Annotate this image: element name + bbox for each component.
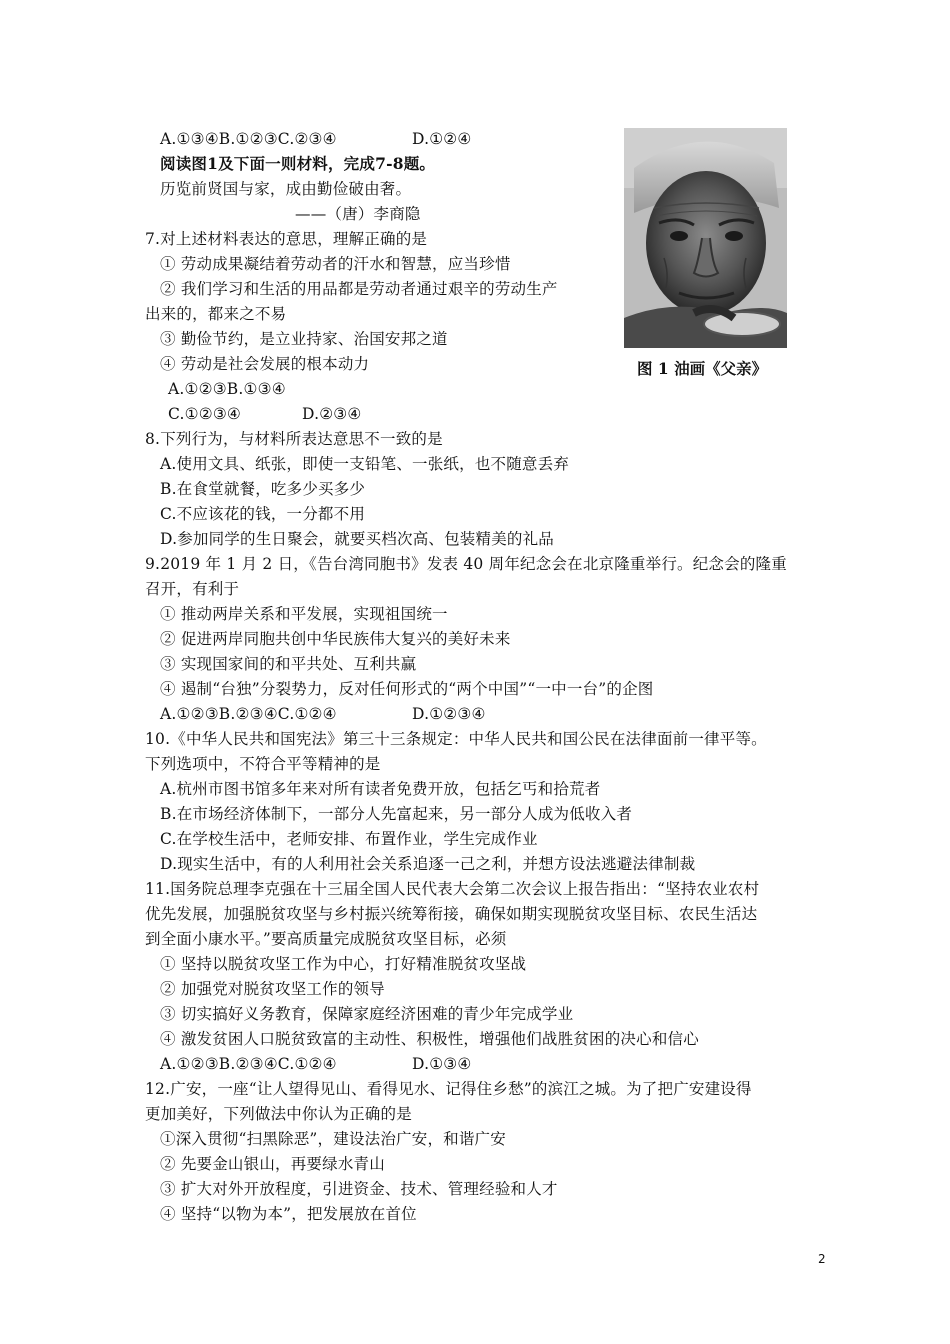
q8-stem: 8.下列行为，与材料所表达意思不一致的是 bbox=[145, 430, 443, 448]
reading-intro: 阅读图1及下面一则材料，完成7-8题。 bbox=[160, 154, 436, 173]
q7-statement-2b: 出来的，都来之不易 bbox=[145, 305, 287, 323]
q6-options-abc: A.①③④B.①②③C.②③④ bbox=[160, 130, 337, 148]
q10-option-d: D.现实生活中，有的人利用社会关系追逐一己之利，并想方设法逃避法律制裁 bbox=[160, 855, 696, 873]
q11-statement-2: ② 加强党对脱贫攻坚工作的领导 bbox=[160, 980, 385, 998]
q10-option-a: A.杭州市图书馆多年来对所有读者免费开放，包括乞丐和拾荒者 bbox=[160, 780, 601, 798]
q7-option-c: C.①②③④ bbox=[168, 405, 242, 423]
q12-stem-line1: 12.广安，一座“让人望得见山、看得见水、记得住乡愁”的滨江之城。为了把广安建设得 bbox=[145, 1080, 752, 1098]
q8-option-d: D.参加同学的生日聚会，就要买档次高、包装精美的礼品 bbox=[160, 530, 555, 548]
q8-option-b: B.在食堂就餐，吃多少买多少 bbox=[160, 480, 366, 498]
q9-stem-line1: 9.2019 年 1 月 2 日，《告台湾同胞书》发表 40 周年纪念会在北京隆重举行。纪念会的隆重 bbox=[145, 555, 787, 573]
q9-stem-line2: 召开，有利于 bbox=[145, 580, 240, 598]
q7-option-d: D.②③④ bbox=[302, 405, 362, 423]
page-number: 2 bbox=[818, 1252, 826, 1266]
q9-statement-3: ③ 实现国家间的和平共处、互利共赢 bbox=[160, 655, 417, 673]
q7-statement-4: ④ 劳动是社会发展的根本动力 bbox=[160, 355, 370, 373]
q9-statement-1: ① 推动两岸关系和平发展，实现祖国统一 bbox=[160, 605, 448, 623]
figure-caption: 图 1 油画《父亲》 bbox=[637, 359, 768, 378]
q7-options-ab: A.①②③B.①③④ bbox=[168, 380, 286, 398]
q11-option-d: D.①③④ bbox=[412, 1055, 472, 1073]
quote-author: ——（唐）李商隐 bbox=[295, 205, 421, 223]
q11-statement-3: ③ 切实搞好义务教育，保障家庭经济困难的青少年完成学业 bbox=[160, 1005, 574, 1023]
q10-option-c: C.在学校生活中，老师安排、布置作业，学生完成作业 bbox=[160, 830, 538, 848]
q12-statement-2: ② 先要金山银山，再要绿水青山 bbox=[160, 1155, 385, 1173]
q12-statement-4: ④ 坚持“以物为本”，把发展放在首位 bbox=[160, 1205, 417, 1223]
q12-statement-3: ③ 扩大对外开放程度，引进资金、技术、管理经验和人才 bbox=[160, 1180, 558, 1198]
q11-stem-line2: 优先发展，加强脱贫攻坚与乡村振兴统筹衔接，确保如期实现脱贫攻坚目标、农民生活达 bbox=[145, 905, 758, 923]
q6-option-d: D.①②④ bbox=[412, 130, 472, 148]
q7-statement-3: ③ 勤俭节约，是立业持家、治国安邦之道 bbox=[160, 330, 448, 348]
quote-text: 历览前贤国与家，成由勤俭破由奢。 bbox=[160, 180, 412, 198]
q9-options-abc: A.①②③B.②③④C.①②④ bbox=[160, 705, 337, 723]
q10-stem-line1: 10.《中华人民共和国宪法》第三十三条规定：中华人民共和国公民在法律面前一律平等。 bbox=[145, 730, 767, 748]
q10-option-b: B.在市场经济体制下，一部分人先富起来，另一部分人成为低收入者 bbox=[160, 805, 633, 823]
q8-option-c: C.不应该花的钱，一分都不用 bbox=[160, 505, 366, 523]
q7-statement-2a: ② 我们学习和生活的用品都是劳动者通过艰辛的劳动生产 bbox=[160, 280, 558, 298]
q9-option-d: D.①②③④ bbox=[412, 705, 486, 723]
q11-stem-line3: 到全面小康水平。”要高质量完成脱贫攻坚目标，必须 bbox=[145, 930, 507, 948]
q9-statement-2: ② 促进两岸同胞共创中华民族伟大复兴的美好未来 bbox=[160, 630, 511, 648]
q11-statement-1: ① 坚持以脱贫攻坚工作为中心，打好精准脱贫攻坚战 bbox=[160, 955, 527, 973]
q7-statement-1: ① 劳动成果凝结着劳动者的汗水和智慧，应当珍惜 bbox=[160, 255, 511, 273]
q12-stem-line2: 更加美好，下列做法中你认为正确的是 bbox=[145, 1105, 412, 1123]
q12-statement-1: ①深入贯彻“扫黑除恶”，建设法治广安，和谐广安 bbox=[160, 1130, 506, 1148]
q11-options-abc: A.①②③B.②③④C.①②④ bbox=[160, 1055, 337, 1073]
q8-option-a: A.使用文具、纸张，即使一支铅笔、一张纸，也不随意丢弃 bbox=[160, 455, 570, 473]
q10-stem-line2: 下列选项中，不符合平等精神的是 bbox=[145, 755, 381, 773]
q11-stem-line1: 11.国务院总理李克强在十三届全国人民代表大会第二次会议上报告指出：“坚持农业农村 bbox=[145, 880, 760, 898]
q11-statement-4: ④ 激发贫困人口脱贫致富的主动性、积极性，增强他们战胜贫困的决心和信心 bbox=[160, 1030, 699, 1048]
oil-painting-father-image bbox=[624, 128, 787, 348]
q7-stem: 7.对上述材料表达的意思，理解正确的是 bbox=[145, 230, 428, 248]
q9-statement-4: ④ 遏制“台独”分裂势力，反对任何形式的“两个中国”“一中一台”的企图 bbox=[160, 680, 654, 698]
